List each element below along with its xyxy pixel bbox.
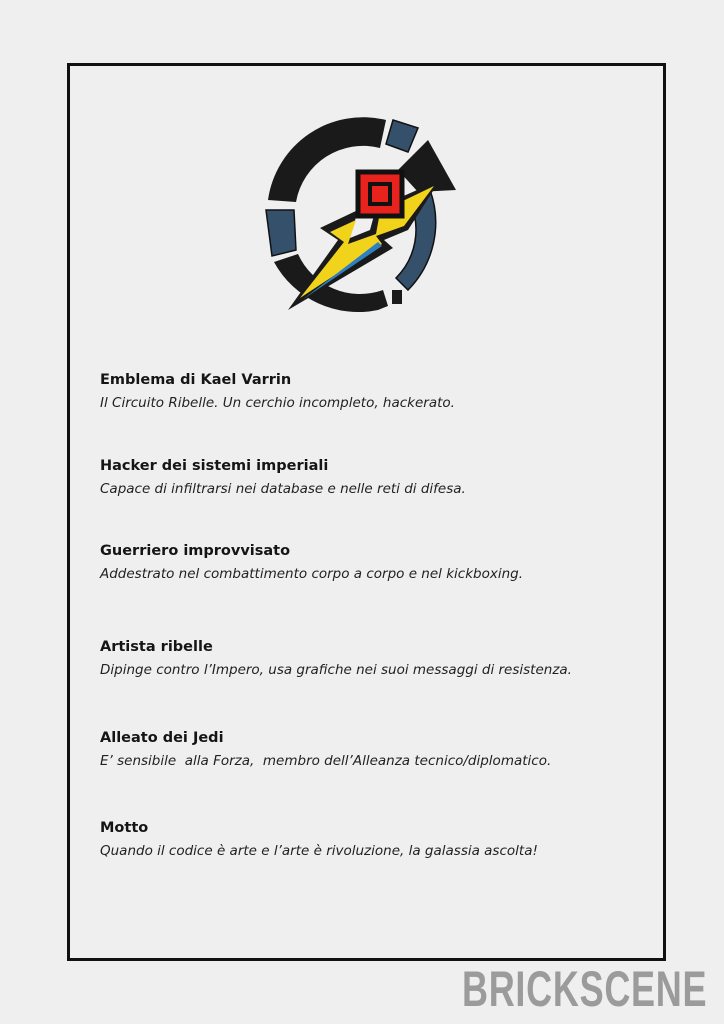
entry-warrior [100,541,523,584]
entry-title: Artista ribelle [100,639,213,655]
entry-artist [100,637,572,680]
entry-title: Hacker dei sistemi imperiali [100,458,329,474]
entry-title: Emblema di Kael Varrin [100,372,292,388]
entry-text: E’ sensibile alla Forza, membro dell’Alleanza tecnico/diplomatico. [100,753,552,769]
entry-text: Capace di infiltrarsi nei database e nelle reti di difesa. [100,481,466,497]
brickscene-watermark: BRICKSCENE [462,961,708,1017]
entry-title: Alleato dei Jedi [100,730,224,746]
entry-hacker [100,456,466,499]
rebel-circuit-emblem-icon [258,110,468,320]
entry-motto [100,818,538,861]
entry-emblem [100,370,455,413]
entry-text: Addestrato nel combattimento corpo a corpo e nel kickboxing. [100,566,524,582]
entry-text: Quando il codice è arte e l’arte è rivoluzione, la galassia ascolta! [100,843,538,859]
entry-jedi-ally [100,728,551,771]
entry-title: Guerriero improvvisato [100,543,291,559]
entry-text: Il Circuito Ribelle. Un cerchio incompleto, hackerato. [100,395,455,411]
entry-title: Motto [100,820,149,836]
entry-text: Dipinge contro l’Impero, usa grafiche nei suoi messaggi di resistenza. [100,662,572,678]
